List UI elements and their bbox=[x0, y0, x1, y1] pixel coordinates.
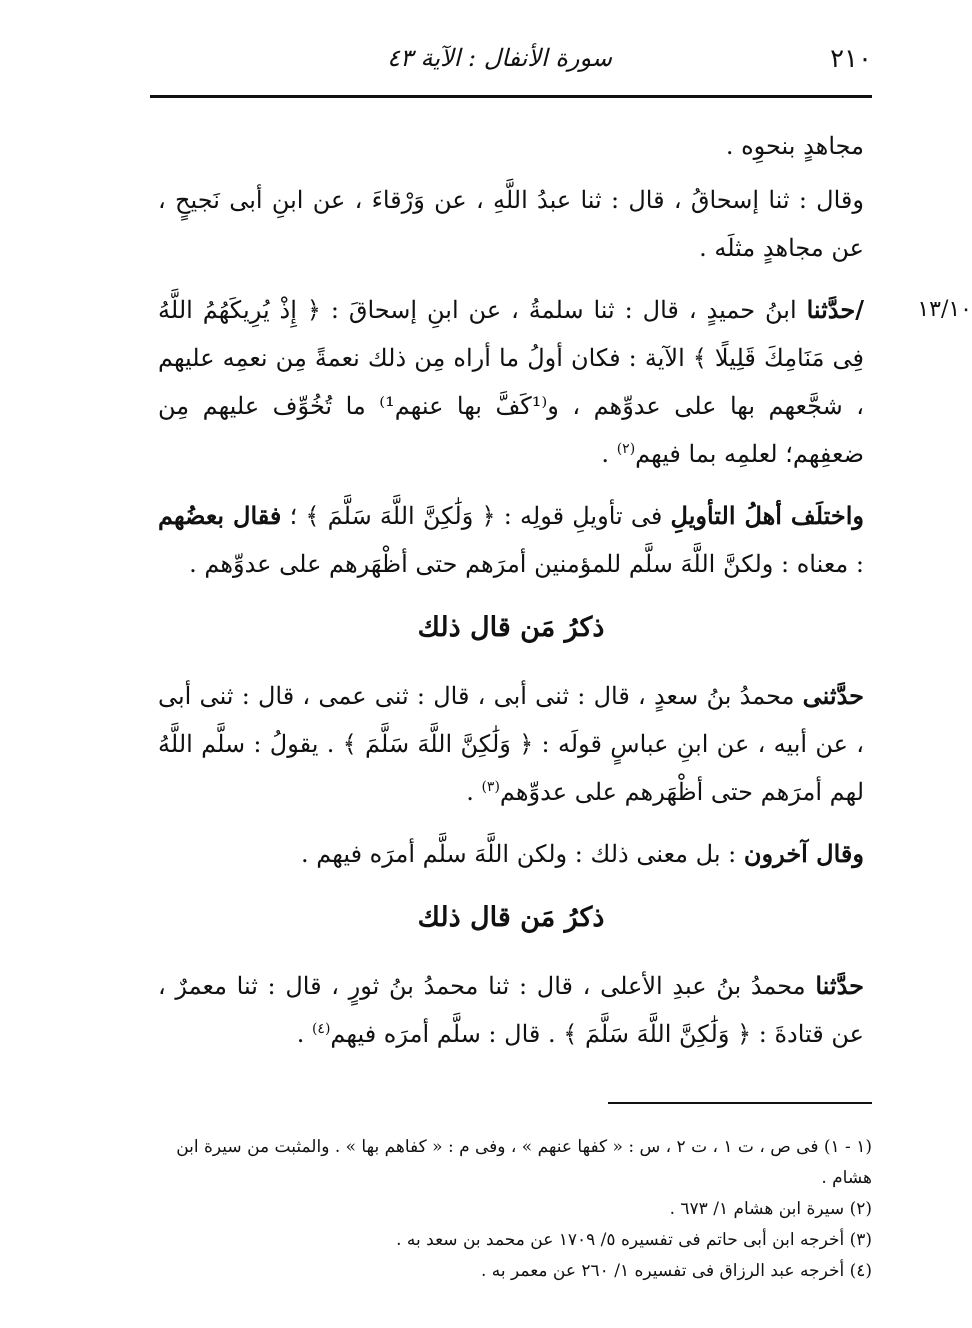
paragraph-3: ١٣/١٠ /حدَّثنا ابنُ حميدٍ ، قال : ثنا سلمةُ ، عن ابنِ إسحاقَ : ﴿ إِذْ يُرِيكَهُمُ اللَّهُ فِى مَنَامِكَ قَلِيلًا ﴾ الآية : فكان أولُ ما أراه مِن ذلك نعمةً مِن نعمِه عليهم ، شجَّعهم بها على عدوِّهم ، و⁽¹كَفَّ بها عنهم¹⁾ ما تُخُوِّف عليهم مِن ضعفِهم؛ لعلمِه بما فيهم$^{(٢)}$ . bbox=[158, 286, 864, 478]
header-rule bbox=[150, 95, 872, 98]
footnotes bbox=[150, 1132, 872, 1287]
paragraph-7: حدَّثنا محمدُ بنُ عبدِ الأعلى ، قال : ثنا محمدُ بنُ ثورٍ ، قال : ثنا معمرٌ ، عن قتادةَ : ﴿ وَلَٰكِنَّ اللَّهَ سَلَّمَ ﴾ . قال : سلَّم أمرَه فيهم$^{(٤)}$ . bbox=[158, 971, 864, 1048]
paragraph-1 bbox=[158, 122, 864, 170]
paragraph-4 bbox=[158, 492, 864, 588]
paragraph-1-text: مجاهدٍ بنحوِه . bbox=[725, 132, 864, 160]
paragraph-4-lead: واختلَف أهلُ التأويلِ bbox=[670, 501, 864, 530]
paragraph-6 bbox=[158, 830, 864, 878]
margin-reference: ١٣/١٠ bbox=[917, 297, 972, 322]
running-title: سورة الأنفال : الآية ٤٣ bbox=[387, 44, 612, 72]
page-header bbox=[150, 40, 872, 90]
paragraph-5: حدَّثنى محمدُ بنُ سعدٍ ، قال : ثنى أبى ، قال : ثنى عمى ، قال : ثنى أبى ، عن أبيه ، عن ابنِ عباسٍ قولَه : ﴿ وَلَٰكِنَّ اللَّهَ سَلَّمَ ﴾ . يقولُ : سلَّم اللَّهُ لهم أمرَهم حتى أظْهَرهم على عدوِّهم$^{(٣)}$ . bbox=[158, 681, 865, 806]
paragraph-4-lead2: فقال بعضُهم bbox=[158, 501, 282, 530]
section-heading-1: ذكرُ مَن قال ذلك bbox=[417, 612, 605, 643]
paragraph-3-lead: /حدَّثنا bbox=[806, 295, 864, 324]
paragraph-4-mid: فى تأويلِ قولِه : ﴿ وَلَٰكِنَّ اللَّهَ سَلَّمَ ﴾ ؛ bbox=[281, 502, 671, 530]
paragraph-3-text: ابنُ حميدٍ ، قال : ثنا سلمةُ ، عن ابنِ إسحاقَ : ﴿ إِذْ يُرِيكَهُمُ اللَّهُ فِى مَنَامِكَ قَلِيلًا ﴾ الآية : فكان أولُ ما أراه مِن ذلك نعمةً مِن نعمِه عليهم ، شجَّعهم بها على عدوِّهم ، و⁽¹كَفَّ بها عنهم¹⁾ ما تُخُوِّف عليهم مِن ضعفِهم؛ لعلمِه بما فيهم bbox=[158, 296, 864, 468]
paragraph-6-text: : بل معنى ذلك : ولكن اللَّهَ سلَّم أمرَه فيهم . bbox=[301, 840, 744, 868]
paragraph-5-text: محمدُ بنُ سعدٍ ، قال : ثنى أبى ، قال : ثنى عمى ، قال : ثنى أبى ، عن أبيه ، عن ابنِ عباسٍ قولَه : ﴿ وَلَٰكِنَّ اللَّهَ سَلَّمَ ﴾ . يقولُ : سلَّم اللَّهُ لهم أمرَهم حتى أظْهَرهم على عدوِّهم bbox=[158, 682, 865, 806]
section-heading-2: ذكرُ مَن قال ذلك bbox=[417, 902, 605, 933]
paragraph-2-text: وقال : ثنا إسحاقُ ، قال : ثنا عبدُ اللَّهِ ، عن وَرْقاءَ ، عن ابنِ أبى نَجيحٍ ، عن مجاهدٍ مثلَه . bbox=[158, 186, 864, 262]
footnote-marker-2: (٢) bbox=[616, 441, 636, 457]
page-number: ٢١٠ bbox=[830, 44, 872, 74]
paragraph-7-lead: حدَّثنا bbox=[815, 971, 864, 1000]
main-text bbox=[158, 122, 972, 1072]
paragraph-7-text: محمدُ بنُ عبدِ الأعلى ، قال : ثنا محمدُ بنُ ثورٍ ، قال : ثنا معمرٌ ، عن قتادةَ : ﴿ وَلَٰكِنَّ اللَّهَ سَلَّمَ ﴾ . قال : سلَّم أمرَه فيهم bbox=[158, 972, 864, 1048]
paragraph-4-text: : معناه : ولكنَّ اللَّهَ سلَّم للمؤمنين أمرَهم حتى أظْهَرهم على عدوِّهم . bbox=[189, 550, 864, 578]
footnote-marker-3: (٣) bbox=[481, 779, 500, 795]
footnote-2: (٢) سيرة ابن هشام ١/ ٦٧٣ . bbox=[669, 1199, 872, 1219]
footnote-1: (١ - ١) فى ص ، ت ١ ، ت ٢ ، س : « كفها عنهم » ، وفى م : « كفاهم بها » . والمثبت من سيرة ابن هشام . bbox=[176, 1137, 872, 1188]
footnote-marker-4: (٤) bbox=[311, 1021, 331, 1037]
footnote-4: (٤) أخرجه عبد الرزاق فى تفسيره ١/ ٢٦٠ عن معمر به . bbox=[480, 1261, 872, 1281]
footnote-rule bbox=[608, 1102, 872, 1104]
footnote-3: (٣) أخرجه ابن أبى حاتم فى تفسيره ٥/ ١٧٠٩ عن محمد بن سعد به . bbox=[396, 1230, 872, 1250]
paragraph-6-lead: وقال آخرون bbox=[743, 839, 864, 868]
paragraph-5-lead: حدَّثنى bbox=[802, 681, 864, 710]
paragraph-2 bbox=[158, 176, 864, 272]
